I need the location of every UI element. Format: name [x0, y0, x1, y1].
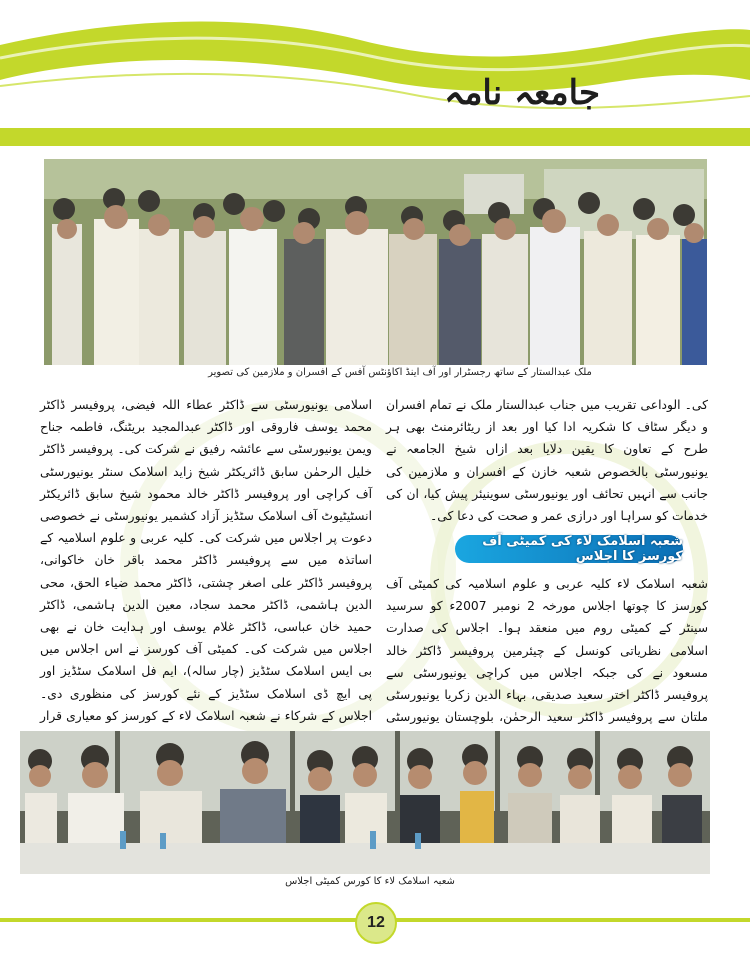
bottom-photo-caption: شعبہ اسلامک لاء کا کورس کمیٹی اجلاس — [285, 876, 455, 887]
article-paragraph-left: اسلامی یونیورسٹی سے ڈاکٹر عطاء اللہ فیضی، پروفیسر ڈاکٹر محمد یوسف فاروقی اور ڈاکٹر عبدالمجید بریٹنگ، فاطمہ جناح ویمن یونیورسٹی سے عائشہ رفیق نے شرکت کی۔ پروفیسر ڈاکٹر خلیل الرحمٰن سابق ڈائریکٹر شیخ زاید اسلامک سنٹر یونیورسٹی آف کراچی اور پروفیسر ڈاکٹر خالد محمود شیخ سابق ڈائریکٹر انسٹیٹیوٹ آف اسلامک سٹڈیز آزاد کشمیر یونیورسٹی نے خصوصی دعوت پر اجلاس میں شرکت کی۔ کلیہ عربی و علوم اسلامیہ کے اساتذہ میں سے پروفیسر ڈاکٹر محمد باقر خان خاکوانی، پروفیسر ڈاکٹر علی اصغر چشتی، ڈاکٹر محمد ضیاء الحق، محی الدین ہاشمی، ڈاکٹر محمد سجاد، معین الدین ہاشمی، ڈاکٹر حمید خان عباسی، ڈاکٹر غلام یوسف اور ہدایت خان نے بھی اجلاس میں شرکت کی۔ کمیٹی آف کورسز نے اس اجلاس میں بی ایس اسلامک سٹڈیز (چار سالہ)، ایم فل اسلامک سٹڈیز اور پی ایچ ڈی اسلامک سٹڈیز کے نئے کورسز کی منظوری دی۔ اجلاس کے شرکاء نے شعبہ اسلامک لاء کے کورسز کو معیاری قرار — [40, 398, 372, 723]
header-waves — [0, 0, 750, 128]
staff-group-photo-art — [44, 159, 707, 365]
page-number: 12 — [355, 902, 397, 944]
article-paragraph-right-top: کی۔ الوداعی تقریب میں جناب عبدالستار ملک نے تمام افسران و دیگر سٹاف کا شکریہ ادا کیا اور بعد از ریٹائرمنٹ بھی ہر طرح کے تعاون کا یقین دلایا بعد ازاں شیخ الجامعہ نے یونیورسٹی بالخصوص شعبہ خازن کے افسران و ملازمین کی جانب سے انہیں تحائف اور یونیورسٹی سوینیئر پیش کیا، ان کی خدمات کو سراہا اور درازی عمر و صحت کی دعا کی۔ — [386, 398, 708, 524]
committee-meeting-photo — [20, 731, 710, 874]
staff-group-photo — [44, 159, 707, 365]
header-band — [0, 128, 750, 146]
top-photo-caption: ملک عبدالستار کے ساتھ رجسٹرار اور آف اینڈ اکاؤنٹس آفس کے افسران و ملازمین کی تصویر — [208, 367, 592, 378]
section-heading: شعبہ اسلامک لاء کی کمیٹی آف کورسز کا اجلاس — [455, 535, 683, 563]
committee-meeting-photo-art — [20, 731, 710, 874]
article-paragraph-right-bottom: شعبہ اسلامک لاء کلیہ عربی و علوم اسلامیہ کی کمیٹی آف کورسز کا چوتھا اجلاس مورخہ 2 نومبر 2007ء کو سرسید سینٹر کے کمیٹی روم میں منعقد ہوا۔ اجلاس کی صدارت اسلامی نظریاتی کونسل کے چیئرمین پروفیسر ڈاکٹر خالد مسعود نے کی جبکہ اجلاس میں کراچی یونیورسٹی سے پروفیسر ڈاکٹر اختر سعید صدیقی، بہاء الدین زکریا یونیورسٹی ملتان سے پروفیسر ڈاکٹر سعید الرحمٰن، بلوچستان یونیورسٹی — [386, 577, 708, 725]
magazine-title: جامعہ نامہ — [444, 73, 600, 113]
